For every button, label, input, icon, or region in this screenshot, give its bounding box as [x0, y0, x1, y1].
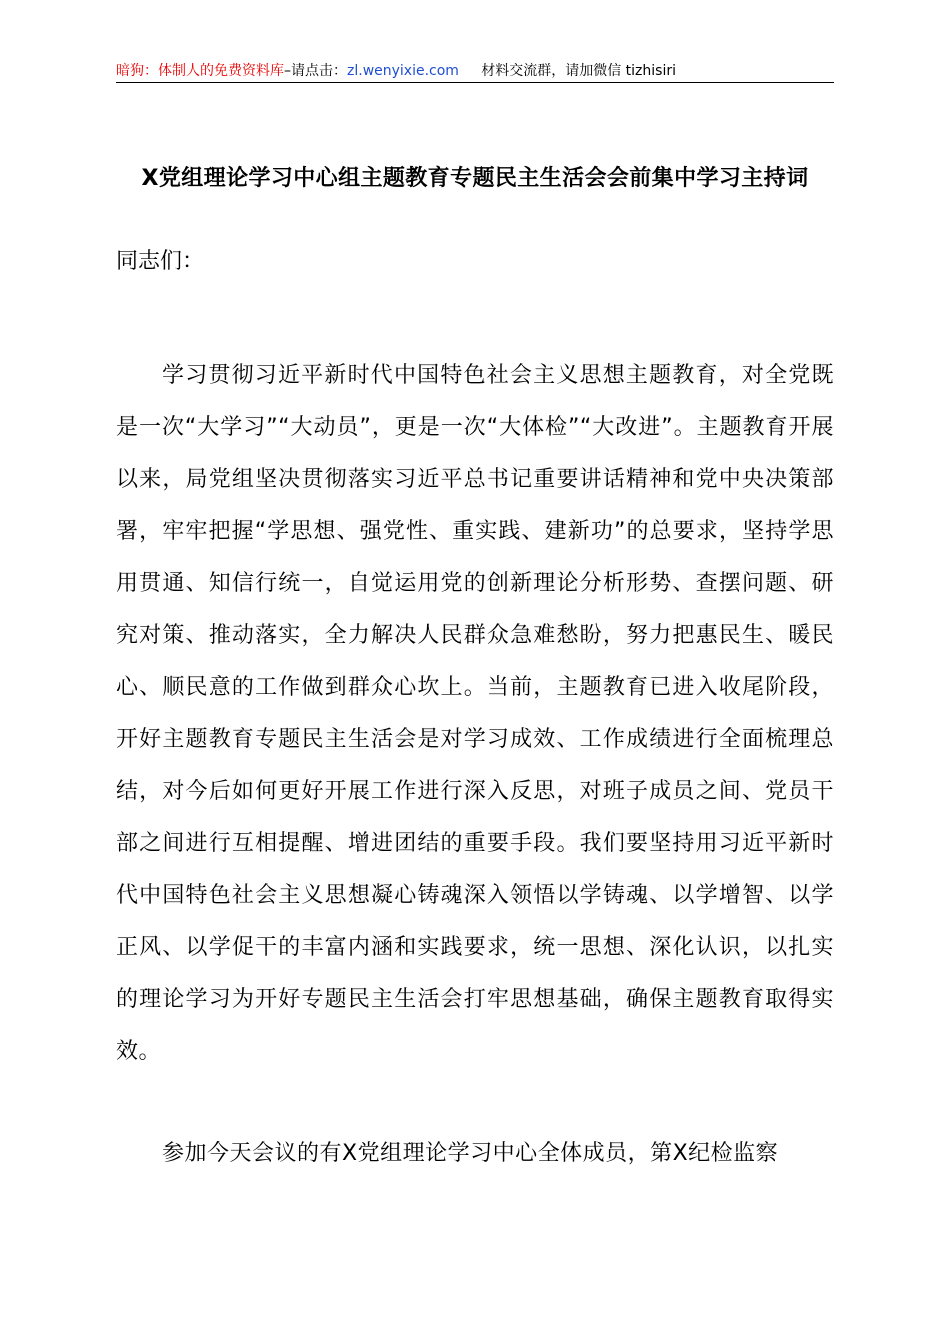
header-brand: 暗狗：体制人的免费资料库: [116, 63, 284, 79]
page-header: [116, 60, 834, 82]
header-divider: [116, 82, 834, 83]
salutation: 同志们：: [116, 249, 205, 274]
header-prompt: –请点击：: [284, 63, 347, 79]
header-contact: [459, 63, 676, 79]
body-paragraph-2: 参加今天会议的有X党组理论学习中心全体成员，第X纪检监察: [162, 1141, 779, 1166]
header-contact-text: 材料交流群，请加微信 tizhisiri: [481, 63, 676, 79]
body-paragraph-1: 学习贯彻习近平新时代中国特色社会主义思想主题教育，对全党既是一次“大学习”“大动员”，更是一次“大体检”“大改进”。主题教育开展以来，局党组坚决贯彻落实习近平总书记重要讲话精神和党中央决策部署，牢牢把握“学思想、强党性、重实践、建新功”的总要求，坚持学思用贯通、知信行统一，自觉运用党的创新理论分析形势、查摆问题、研究对策、推动落实，全力解决人民群众急难愁盼，努力把惠民生、暖民心、顺民意的工作做到群众心坎上。当前，主题教育已进入收尾阶段，开好主题教育专题民主生活会是对学习成效、工作成绩进行全面梳理总结，对今后如何更好开展工作进行深入反思，对班子成员之间、党员干部之间进行互相提醒、增进团结的重要手段。我们要坚持用习近平新时代中国特色社会主义思想凝心铸魂深入领悟以学铸魂、以学增智、以学正风、以学促干的丰富内涵和实践要求，统一思想、深化认识，以扎实的理论学习为开好专题民主生活会打牢思想基础，确保主题教育取得实效。: [116, 363, 834, 1064]
header-link[interactable]: zl.wenyixie.com: [347, 63, 459, 79]
document-title: X党组理论学习中心组主题教育专题民主生活会会前集中学习主持词: [141, 166, 809, 191]
